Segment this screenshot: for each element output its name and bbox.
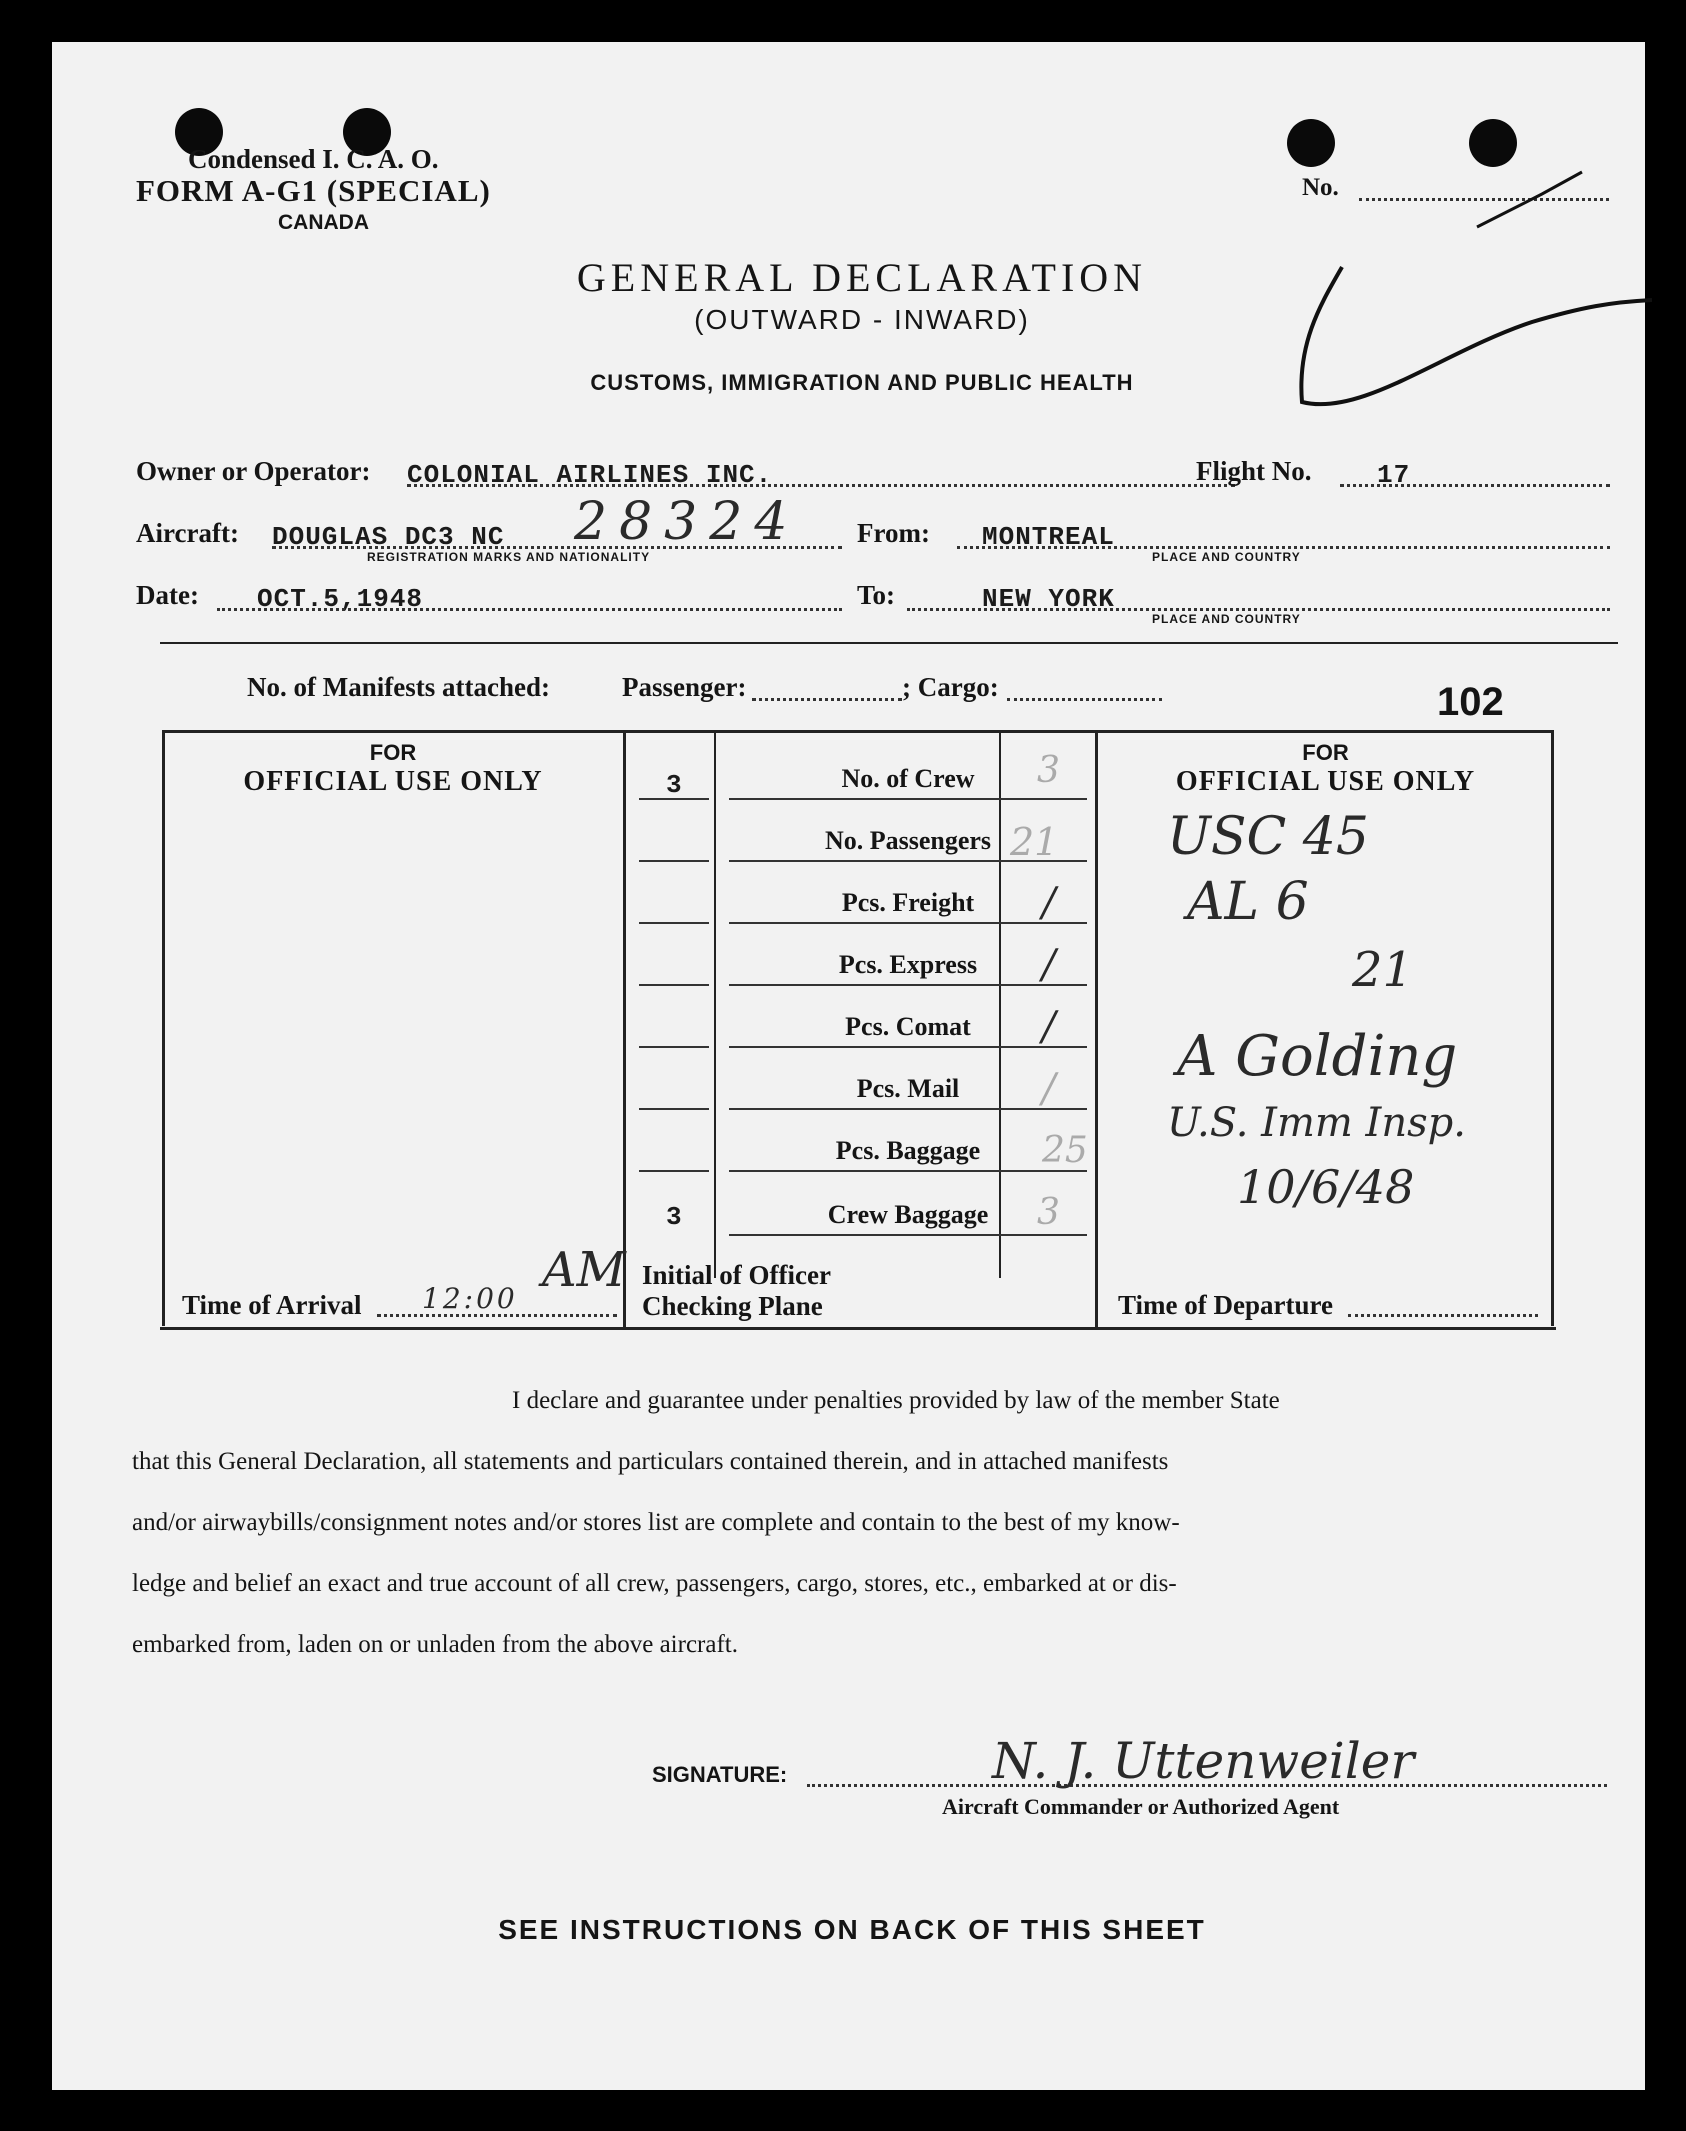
right-header-line2: OFFICIAL USE ONLY (1175, 766, 1476, 797)
section-divider (160, 642, 1618, 644)
signature-caption: Aircraft Commander or Authorized Agent (942, 1794, 1340, 1819)
form-line1: Condensed I. C. A. O. (188, 144, 439, 174)
row-right-line (1010, 1234, 1080, 1236)
item-column-right-divider (999, 730, 1001, 1278)
from-sub-label: PLACE AND COUNTRY (1152, 550, 1301, 564)
row-label-mail: Pcs. Mail (856, 1074, 960, 1103)
to-value[interactable]: NEW YORK (982, 584, 1115, 614)
initial-officer-line2: Checking Plane (642, 1291, 823, 1321)
row-right-line (1010, 798, 1080, 800)
time-arrival-label: Time of Arrival (182, 1290, 362, 1320)
owner-label: Owner or Operator: (136, 456, 371, 486)
aircraft-sub-label: REGISTRATION MARKS AND NATIONALITY (367, 550, 651, 564)
form-line3: CANADA (278, 211, 369, 234)
form-number-label: No. (1302, 174, 1339, 201)
aircraft-label: Aircraft: (136, 518, 239, 548)
owner-value[interactable]: COLONIAL AIRLINES INC. (407, 460, 773, 490)
form-header (136, 144, 556, 235)
row-right-value[interactable]: 25 (1042, 1130, 1088, 1171)
instructions-footer: SEE INSTRUCTIONS ON BACK OF THIS SHEET (498, 1914, 1206, 1945)
declaration-paragraph (132, 1370, 1612, 1675)
flight-label: Flight No. (1196, 456, 1312, 486)
declaration-line4: ledge and belief an exact and true account of all crew, passengers, cargo, stores, etc., embarked at or dis- (132, 1570, 1177, 1597)
row-right-value[interactable]: / (1042, 1066, 1056, 1112)
to-label: To: (857, 580, 896, 610)
manifests-label: No. of Manifests attached: (247, 672, 550, 702)
owner-line (407, 484, 1235, 487)
official-note-total: 21 (1352, 942, 1414, 998)
declaration-form-sheet (52, 42, 1645, 2090)
aircraft-value[interactable]: DOUGLAS DC3 NC (272, 522, 505, 552)
left-header-line1: FOR (369, 740, 417, 765)
row-right-value[interactable]: 21 (1010, 820, 1059, 864)
right-official-header (1097, 740, 1554, 798)
row-label-baggage: Pcs. Baggage (835, 1136, 981, 1165)
row-label-freight: Pcs. Freight (841, 888, 975, 917)
time-arrival-value[interactable]: 12:00 (422, 1282, 518, 1315)
form-line2: FORM A-G1 (SPECIAL) (136, 173, 491, 208)
time-departure-line (1348, 1314, 1538, 1317)
declaration-line1: I declare and guarantee under penalties provided by law of the member State (512, 1387, 1280, 1414)
row-left-line (639, 1108, 709, 1110)
stamp-number: 102 (1437, 680, 1504, 724)
signature-value[interactable]: N. J. Uttenweiler (992, 1732, 1415, 1790)
left-official-header (162, 740, 624, 798)
signature-label: SIGNATURE: (652, 1762, 788, 1787)
right-header-line1: FOR (1302, 740, 1349, 765)
page-subtitle: (OUTWARD - INWARD) (694, 304, 1030, 335)
row-label-comat: Pcs. Comat (845, 1012, 971, 1041)
initial-officer-label (642, 1260, 831, 1322)
department-line: CUSTOMS, IMMIGRATION AND PUBLIC HEALTH (590, 370, 1134, 395)
date-value[interactable]: OCT.5,1948 (257, 584, 424, 614)
declaration-line5: embarked from, laden on or unladen from the above aircraft. (132, 1631, 738, 1658)
row-right-value[interactable]: / (1042, 880, 1056, 926)
from-value[interactable]: MONTREAL (982, 522, 1115, 552)
row-right-value[interactable]: / (1042, 1004, 1056, 1050)
from-label: From: (857, 518, 930, 548)
row-label-express: Pcs. Express (838, 950, 978, 979)
official-note-date: 10/6/48 (1237, 1160, 1415, 1214)
official-note-title: U.S. Imm Insp. (1167, 1100, 1466, 1146)
passenger-line (752, 698, 902, 701)
row-label-crew: No. of Crew (841, 764, 975, 793)
declaration-line3: and/or airwaybills/consignment notes and/or stores list are complete and contain to the best of my know- (132, 1509, 1180, 1536)
row-left-value[interactable]: 3 (666, 770, 683, 800)
to-line (907, 608, 1610, 611)
cargo-label: ; Cargo: (902, 672, 999, 702)
row-label-crew-baggage: Crew Baggage (827, 1200, 989, 1229)
left-header-line2: OFFICIAL USE ONLY (243, 766, 543, 797)
item-column-left-divider (714, 730, 716, 1278)
row-right-value[interactable]: / (1042, 942, 1056, 988)
row-left-line (639, 1170, 709, 1172)
right-official-column-divider (1095, 730, 1098, 1327)
official-note-al: AL 6 (1187, 872, 1309, 932)
official-note-usc: USC 45 (1167, 807, 1369, 867)
check-mark-icon (1282, 102, 1652, 432)
row-left-line (639, 922, 709, 924)
row-left-value[interactable]: 3 (666, 1202, 683, 1232)
row-left-line (639, 984, 709, 986)
time-departure-label: Time of Departure (1118, 1290, 1333, 1320)
official-note-signature: A Golding (1177, 1024, 1458, 1089)
date-line (217, 608, 842, 611)
row-left-line (639, 860, 709, 862)
row-right-value[interactable]: 3 (1037, 750, 1060, 791)
from-line (957, 546, 1610, 549)
left-official-column-divider (623, 730, 626, 1327)
page-title: GENERAL DECLARATION (576, 255, 1148, 300)
row-left-line (639, 1046, 709, 1048)
passenger-label: Passenger: (622, 672, 747, 702)
to-sub-label: PLACE AND COUNTRY (1152, 612, 1301, 626)
declaration-line2: that this General Declaration, all statements and particulars contained therein, and in attached manifests (132, 1448, 1169, 1475)
table-bottom-line (160, 1327, 1556, 1330)
flight-value[interactable]: 17 (1377, 460, 1411, 490)
aircraft-line (272, 546, 842, 549)
initial-officer-value[interactable]: AM (542, 1242, 626, 1298)
date-label: Date: (136, 580, 199, 610)
aircraft-registration[interactable]: 28324 (574, 492, 800, 552)
row-label-passengers: No. Passengers (824, 826, 992, 855)
row-right-value[interactable]: 3 (1037, 1192, 1060, 1233)
cargo-line (1007, 698, 1162, 701)
initial-officer-line1: Initial of Officer (642, 1260, 831, 1290)
